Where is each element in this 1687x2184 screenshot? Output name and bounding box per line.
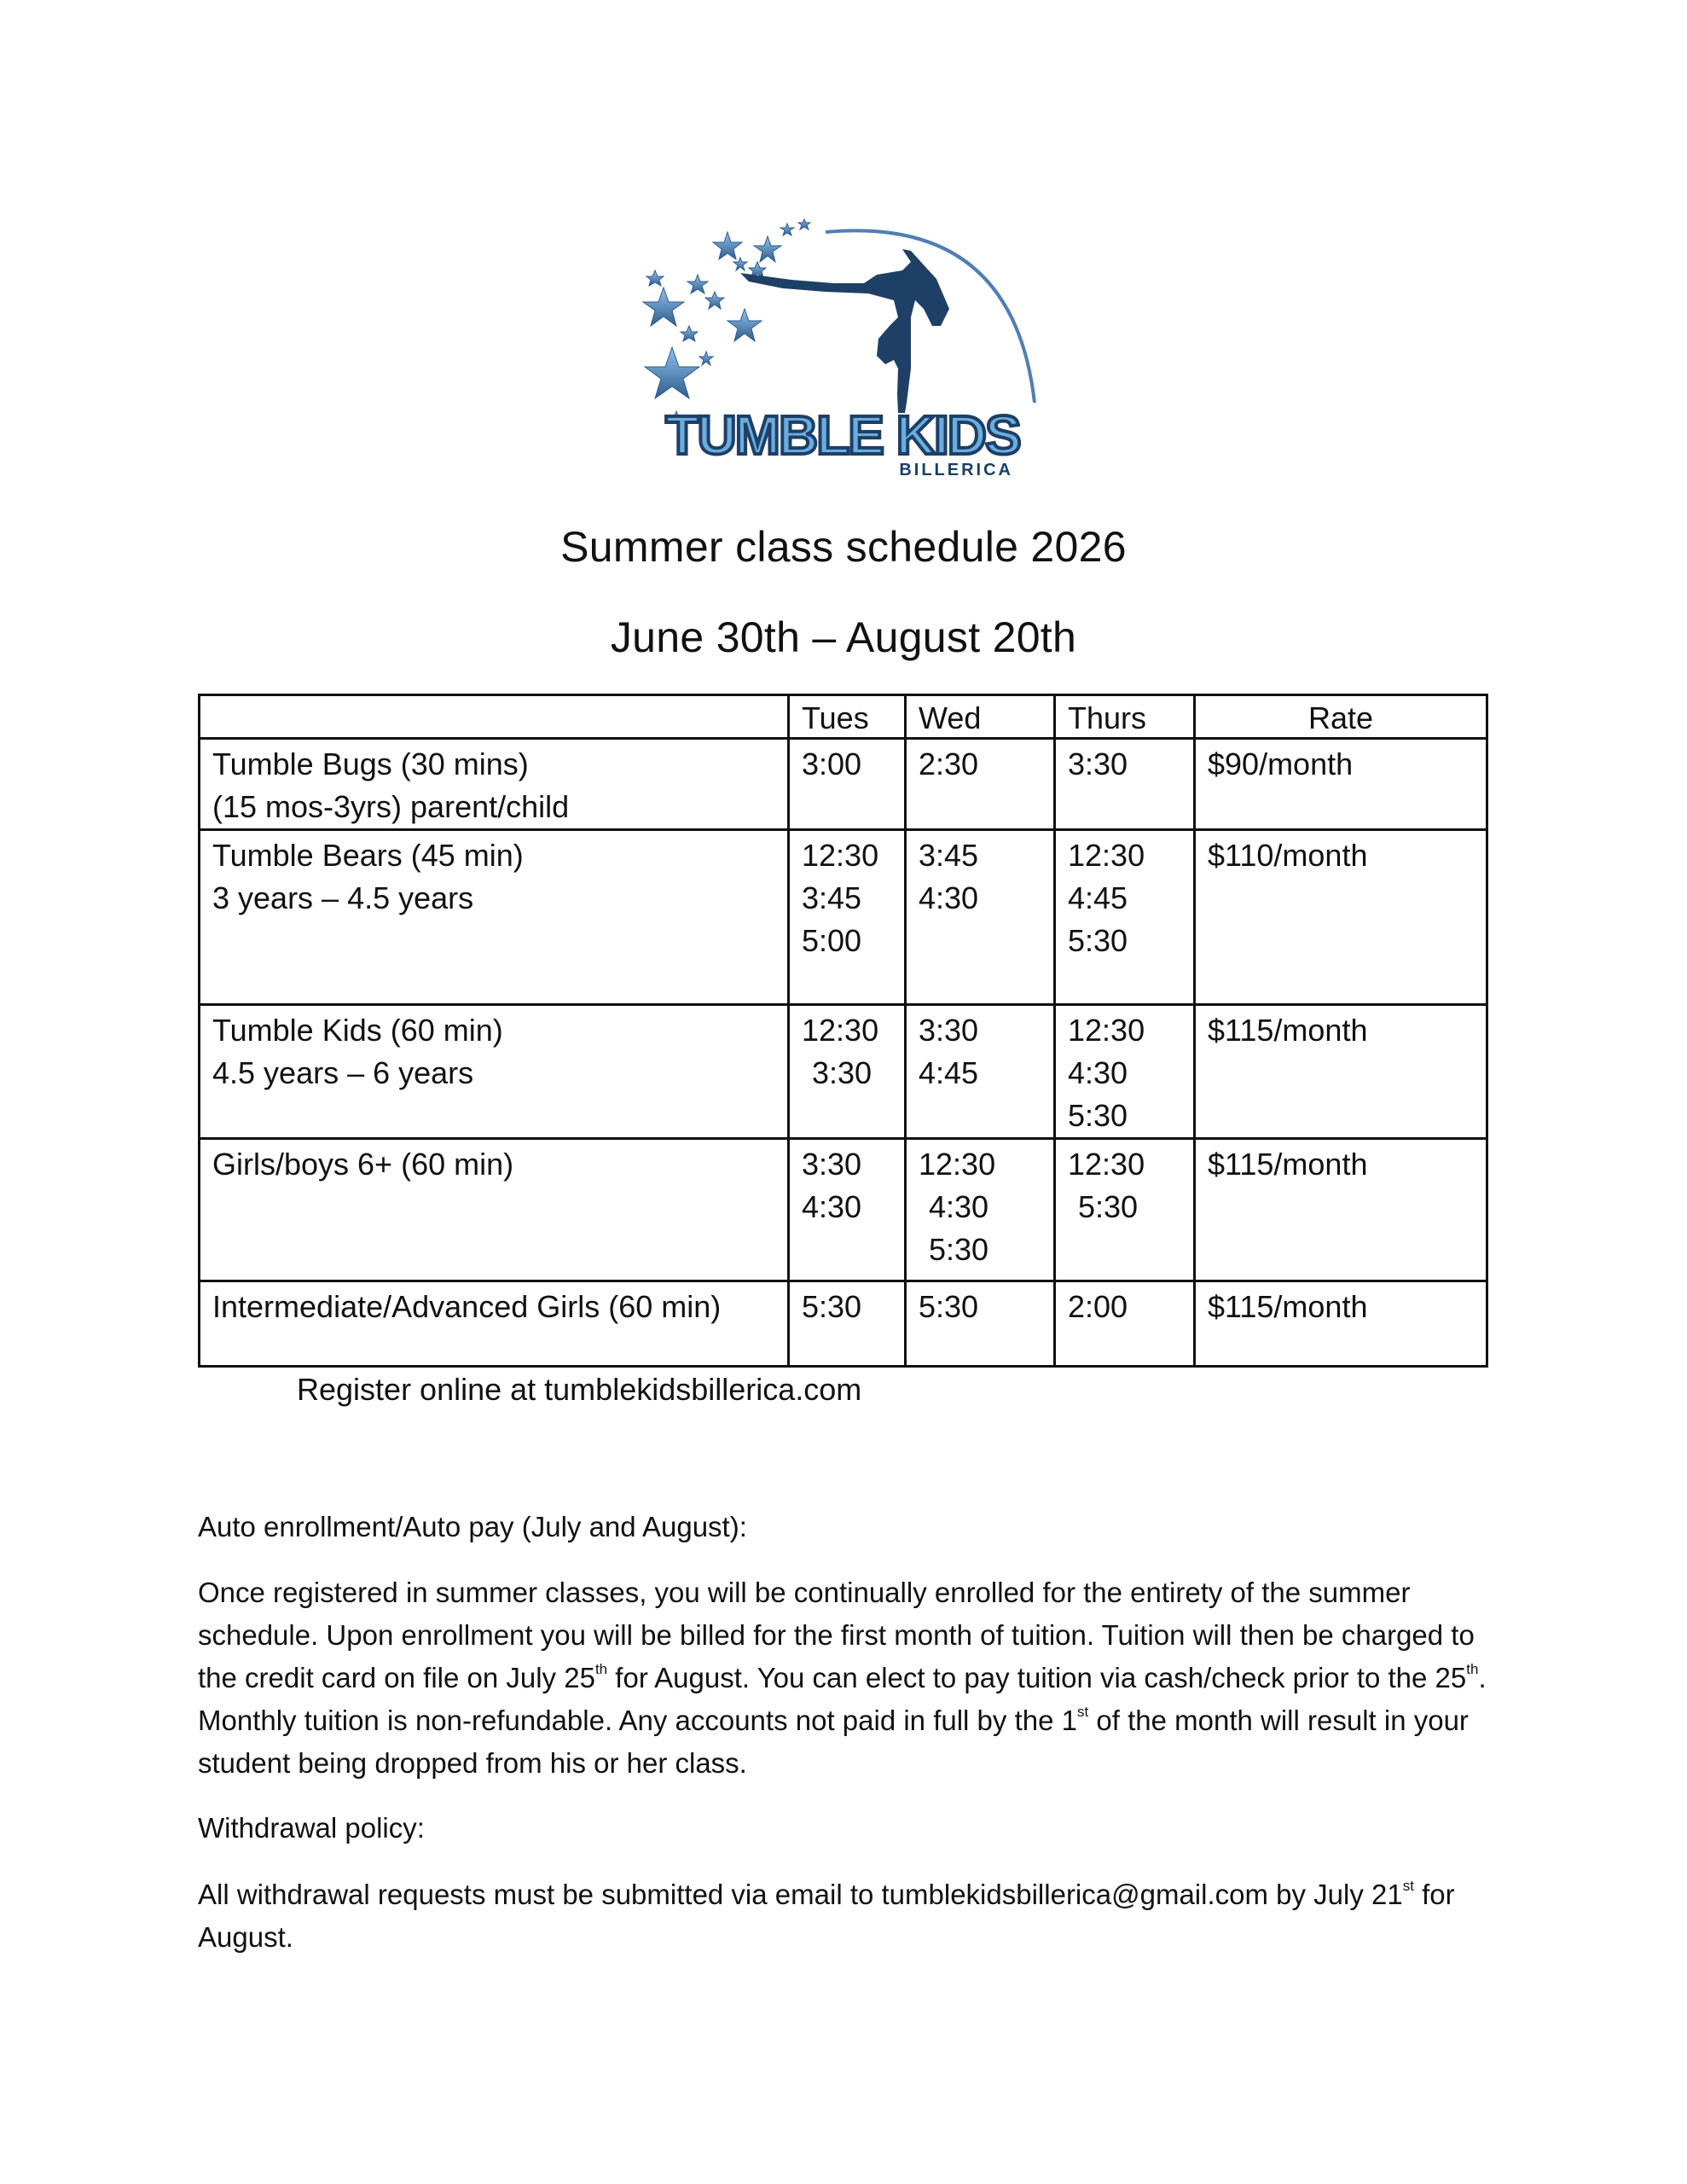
stars-icon: [643, 219, 810, 422]
time-slot: 3:30: [802, 1147, 862, 1182]
thurs-cell: [1055, 830, 1195, 1005]
table-header-row: [200, 695, 1487, 739]
wed-cell: [906, 1281, 1055, 1367]
table-row: [200, 830, 1487, 1005]
class-name: Tumble Bears (45 min): [212, 838, 524, 873]
tues-cell: [789, 1005, 906, 1139]
class-detail: 3 years – 4.5 years: [212, 880, 474, 915]
auto-pay-paragraph: [198, 1571, 1494, 1785]
wed-cell: [906, 830, 1055, 1005]
auto-pay-heading: Auto enrollment/Auto pay (July and August):: [198, 1511, 747, 1542]
class-name: Tumble Kids (60 min): [212, 1013, 503, 1048]
class-cell: [200, 1139, 789, 1281]
time-slot: 5:30: [802, 1289, 862, 1324]
wed-cell: [906, 1139, 1055, 1281]
time-slot: 3:45: [919, 838, 979, 873]
tues-cell: [789, 830, 906, 1005]
gymnast-silhouette-icon: [740, 249, 949, 413]
time-slot: 4:45: [919, 1055, 979, 1090]
time-slot: 3:45: [802, 880, 862, 915]
class-cell: [200, 739, 789, 830]
auto-pay-text: . Monthly tuition is non-refundable. Any accounts not paid in full by the 1: [198, 1662, 1487, 1736]
auto-pay-text: of the month will result in your student being dropped from his or her class.: [198, 1705, 1469, 1779]
wed-cell: [906, 739, 1055, 830]
time-slot: 5:00: [802, 923, 862, 958]
time-slot: 3:30: [919, 1013, 979, 1048]
rate-cell: $90/month: [1195, 739, 1487, 830]
class-cell: [200, 1005, 789, 1139]
time-slot: 4:30: [919, 880, 979, 915]
tumble-kids-logo: [570, 198, 1116, 479]
header-class: [200, 695, 789, 739]
table-row: [200, 1281, 1487, 1367]
table-row: [200, 1139, 1487, 1281]
rate-cell: $115/month: [1195, 1139, 1487, 1281]
time-slot: 3:30: [1068, 746, 1128, 781]
time-slot: 12:30: [802, 838, 879, 873]
table-row: [200, 739, 1487, 830]
class-name: Tumble Bugs (30 mins): [212, 746, 529, 781]
time-slot: 12:30: [919, 1147, 996, 1182]
time-slot: 5:30: [1078, 1189, 1139, 1224]
date-range: June 30th – August 20th: [610, 613, 1077, 661]
tues-cell: [789, 739, 906, 830]
class-name: Intermediate/Advanced Girls (60 min): [212, 1289, 722, 1324]
logo-wordmark: [665, 404, 1020, 479]
withdrawal-text: All withdrawal requests must be submitted via email to tumblekidsbillerica@gmail.com by July 21: [198, 1879, 1403, 1910]
auto-pay-text: Once registered in summer classes, you will be continually enrolled for the entirety of the summer schedule. Upon enrollment you will be billed for the first month of tuition. Tuition will then be charged to the credit card on file on July 25: [198, 1577, 1475, 1693]
header-wed: Wed: [906, 695, 1055, 739]
logo-location-text: BILLERICA: [899, 461, 1013, 479]
wed-cell: [906, 1005, 1055, 1139]
register-online-text: Register online at tumblekidsbillerica.com: [297, 1372, 862, 1407]
auto-pay-text: for August. You can elect to pay tuition via cash/check prior to the 25: [607, 1662, 1467, 1693]
time-slot: 2:30: [919, 746, 979, 781]
time-slot: 3:30: [812, 1055, 872, 1090]
time-slot: 5:30: [1068, 923, 1128, 958]
class-name: Girls/boys 6+ (60 min): [212, 1147, 514, 1182]
time-slot: 5:30: [929, 1232, 989, 1267]
logo-graphic: [570, 198, 1116, 479]
header-thurs: Thurs: [1055, 695, 1195, 739]
thurs-cell: [1055, 1281, 1195, 1367]
time-slot: 12:30: [1068, 838, 1145, 873]
withdrawal-heading: Withdrawal policy:: [198, 1812, 425, 1844]
ordinal-suffix: st: [1402, 1878, 1414, 1894]
ordinal-suffix: st: [1076, 1704, 1089, 1720]
tues-cell: [789, 1139, 906, 1281]
time-slot: 12:30: [1068, 1147, 1145, 1182]
tues-cell: [789, 1281, 906, 1367]
class-cell: [200, 1281, 789, 1367]
time-slot: 5:30: [1068, 1098, 1128, 1133]
schedule-table: [198, 694, 1488, 1368]
time-slot: 3:00: [802, 746, 862, 781]
withdrawal-text: for August.: [198, 1879, 1455, 1953]
rate-cell: $110/month: [1195, 830, 1487, 1005]
time-slot: 4:45: [1068, 880, 1128, 915]
page-title: Summer class schedule 2026: [560, 523, 1127, 571]
time-slot: 12:30: [802, 1013, 879, 1048]
header-tues: Tues: [789, 695, 906, 739]
header-rate: Rate: [1195, 695, 1487, 739]
ordinal-suffix: th: [1466, 1661, 1479, 1677]
class-detail: (15 mos-3yrs) parent/child: [212, 789, 570, 824]
thurs-cell: [1055, 1139, 1195, 1281]
time-slot: 4:30: [929, 1189, 989, 1224]
class-detail: 4.5 years – 6 years: [212, 1055, 474, 1090]
rate-cell: $115/month: [1195, 1005, 1487, 1139]
rate-cell: $115/month: [1195, 1281, 1487, 1367]
thurs-cell: [1055, 1005, 1195, 1139]
time-slot: 5:30: [919, 1289, 979, 1324]
time-slot: 2:00: [1068, 1289, 1128, 1324]
thurs-cell: [1055, 739, 1195, 830]
table-row: [200, 1005, 1487, 1139]
ordinal-suffix: th: [594, 1661, 608, 1677]
class-cell: [200, 830, 789, 1005]
logo-brand-text: TUMBLE KIDS: [665, 404, 1020, 466]
time-slot: 4:30: [802, 1189, 862, 1224]
withdrawal-paragraph: [198, 1873, 1494, 1959]
time-slot: 4:30: [1068, 1055, 1128, 1090]
time-slot: 12:30: [1068, 1013, 1145, 1048]
